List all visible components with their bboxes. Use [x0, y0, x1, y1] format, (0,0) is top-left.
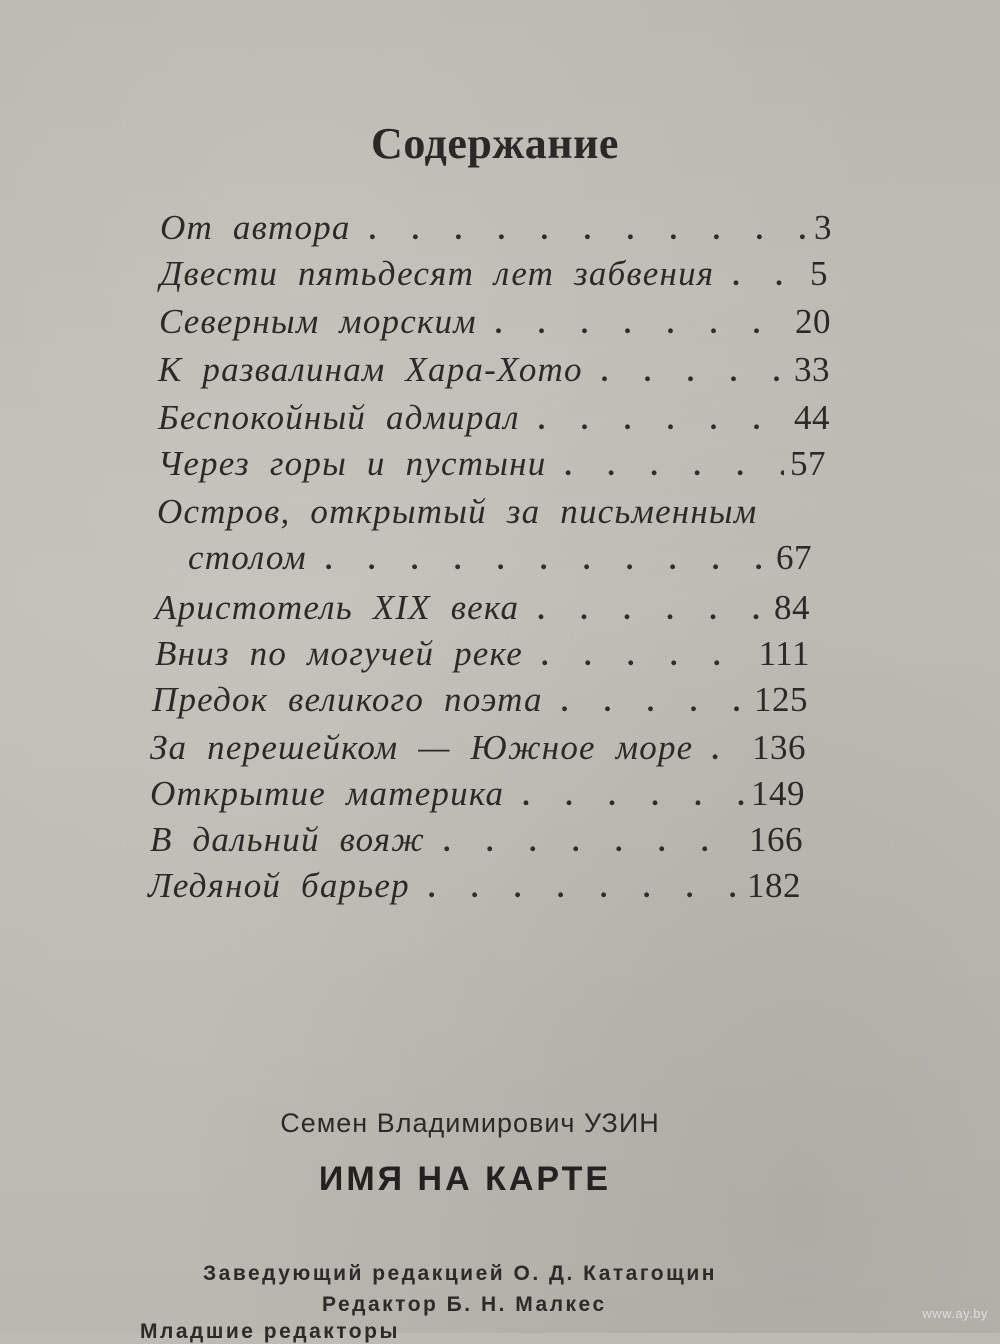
toc-entry-title: Беспокойный адмирал — [158, 398, 520, 437]
toc-entry-page: 44 — [794, 398, 830, 437]
dot-leader — [714, 254, 804, 298]
dot-leader — [520, 398, 788, 442]
dot-leader — [546, 444, 784, 488]
credit-line-junior-editors: Младшие редакторы — [140, 1320, 400, 1343]
dot-leader — [351, 208, 808, 252]
toc-entry-page: 84 — [774, 588, 810, 627]
toc-entry-page: 166 — [749, 820, 803, 859]
toc-entry-title: Открытие материка — [150, 774, 505, 813]
toc-entry — [160, 252, 828, 296]
toc-entry-page: 3 — [814, 208, 832, 247]
toc-entry — [150, 818, 803, 862]
toc-entry-page: 5 — [810, 254, 828, 293]
toc-entry-page: 182 — [747, 866, 801, 905]
toc-entry — [150, 726, 806, 770]
toc-entry-title: Предок великого поэта — [152, 680, 543, 719]
dot-leader — [425, 820, 743, 864]
toc-entry-page: 20 — [795, 302, 831, 341]
toc-entry-title: К развалинам Хара-Хото — [158, 350, 583, 389]
toc-entry — [158, 442, 826, 486]
toc-entry-page: 67 — [776, 538, 812, 577]
toc-entry-title: столом — [188, 538, 307, 577]
dot-leader — [307, 538, 770, 582]
dot-leader — [583, 350, 788, 394]
toc-entry-page: 111 — [758, 634, 810, 673]
dot-leader — [523, 634, 753, 678]
toc-entry-title: В дальний вояж — [150, 820, 426, 859]
author-name: Семен Владимирович УЗИН — [280, 1108, 660, 1138]
dot-leader — [543, 680, 748, 724]
toc-entry — [148, 864, 801, 908]
toc-entry-page: 33 — [794, 350, 830, 389]
toc-entry — [188, 536, 812, 580]
dot-leader — [504, 774, 745, 818]
toc-entry — [155, 586, 810, 630]
toc-entry-title: От автора — [160, 208, 351, 247]
toc-entry — [152, 678, 808, 722]
toc-entry — [158, 396, 830, 440]
credit-line-editor-in-chief: Заведующий редакцией О. Д. Катагощин — [203, 1262, 717, 1285]
toc-entry-page: 57 — [790, 444, 826, 483]
dot-leader — [693, 728, 746, 772]
toc-entry-page: 136 — [752, 728, 806, 767]
toc-entry-page: 149 — [751, 774, 805, 813]
dot-leader — [519, 588, 768, 632]
toc-entry — [160, 206, 832, 250]
dot-leader — [410, 866, 741, 910]
toc-entry — [158, 348, 830, 392]
toc-entry-title: Вниз по могучей реке — [155, 634, 523, 673]
contents-heading: Содержание — [371, 119, 619, 168]
toc-entry-title: Аристотель XIX века — [155, 588, 520, 627]
credit-line-editor: Редактор Б. Н. Малкес — [322, 1293, 607, 1316]
toc-entry — [150, 772, 805, 816]
toc-entry — [155, 632, 810, 676]
toc-entry-page: 125 — [754, 680, 808, 719]
dot-leader — [477, 302, 789, 346]
site-watermark: www.ay.by — [922, 1306, 988, 1321]
toc-entry-title: За перешейком — Южное море — [150, 728, 694, 767]
book-title: ИМЯ НА КАРТЕ — [318, 1160, 612, 1198]
toc-entry-title: Двести пятьдесят лет забвения — [160, 254, 715, 293]
toc-entry — [157, 490, 757, 534]
toc-entry-title: Через горы и пустыни — [158, 444, 547, 483]
toc-entry-title: Северным морским — [159, 302, 477, 341]
toc-entry-title: Ледяной барьер — [148, 866, 410, 905]
toc-entry — [159, 300, 831, 344]
toc-entry-title: Остров, открытый за письменным — [157, 492, 758, 531]
